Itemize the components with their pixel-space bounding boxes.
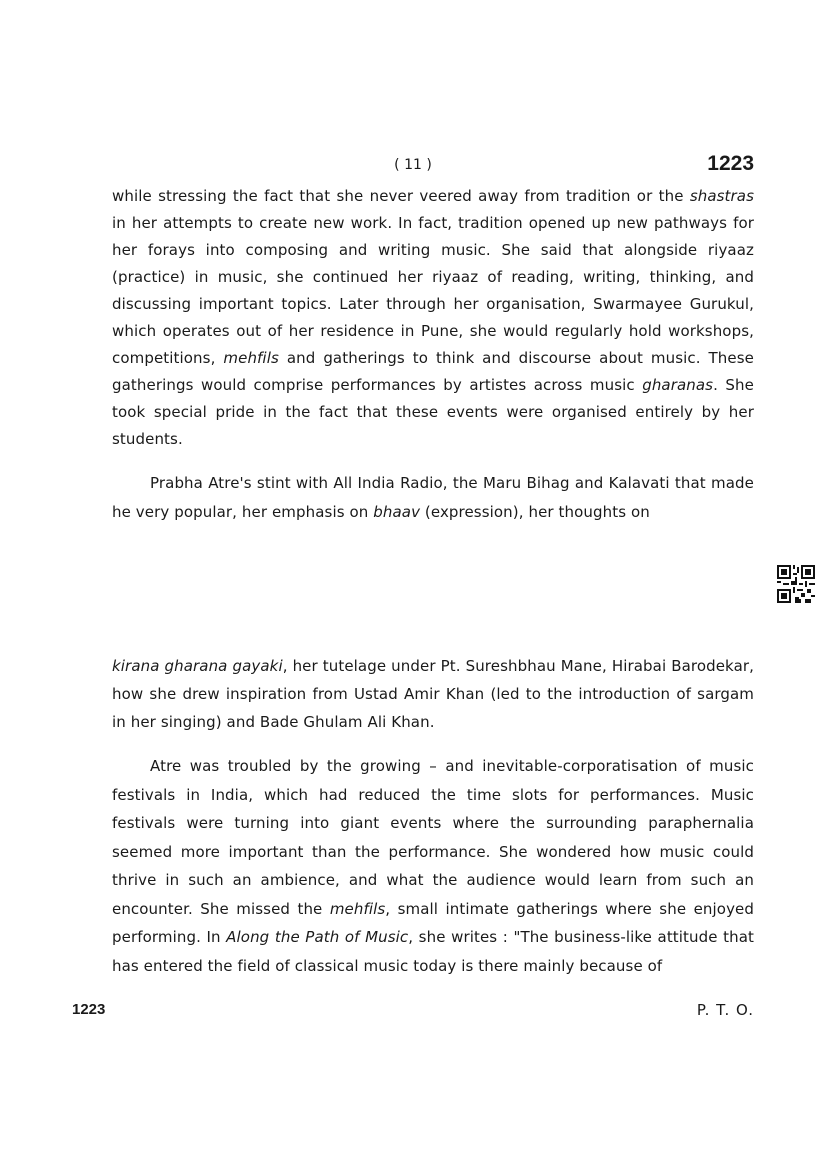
text-block-lower: [112, 652, 754, 980]
text-run: Atre was troubled by the growing – and inevitable-corporatisation of music festivals in India, which had reduced the time slots for performances. Music festivals were turning into giant events where the surrounding paraphernalia seemed more important than the performance. She wondered how music could thrive in such an ambience, and what the audience would learn from such an encounter. She missed the: [112, 757, 754, 918]
text-run: , her tutelage under Pt. Sureshbhau Mane, Hirabai Barodekar, how she drew inspiration from Ustad Amir Khan (led to the introduction of sargam in her singing) and Bade Ghulam Ali Khan.: [112, 657, 755, 731]
italic-term: bhaav: [373, 503, 421, 521]
italic-term: mehfils: [223, 349, 279, 367]
pto-label: P. T. O.: [696, 1001, 754, 1019]
paper-code-top: 1223: [707, 152, 754, 175]
italic-term: shastras: [689, 187, 754, 205]
text-run: while stressing the fact that she never veered away from tradition or the: [112, 187, 690, 205]
text-run: , small intimate gatherings where she enjoyed performing. In: [112, 899, 754, 946]
italic-term: Along the Path of Music: [226, 928, 409, 946]
italic-term: kirana gharana gayaki: [112, 657, 283, 675]
text-block-upper: [112, 183, 754, 527]
paper-code-bottom: 1223: [72, 1001, 106, 1018]
text-run: (expression), her thoughts on: [420, 503, 650, 521]
text-run: and gatherings to think and discourse about music. These gatherings would comprise performances by artistes across music: [112, 349, 754, 394]
text-run: in her attempts to create new work. In fact, tradition opened up new pathways for her forays into composing and writing music. She said that alongside riyaaz (practice) in music, she continued her riyaaz of reading, writing, thinking, and discussing important topics. Later through her organisation, Swarmayee Gurukul, which operates out of her residence in Pune, she would regularly hold workshops, competitions,: [112, 214, 754, 367]
qr-code-icon: [777, 565, 815, 603]
paragraph: [112, 469, 754, 527]
italic-term: gharanas: [642, 376, 714, 394]
text-run: , she writes : "The business-like attitude that has entered the field of classical music today is there mainly because of: [112, 928, 754, 975]
paragraph: [112, 652, 754, 736]
text-run: Prabha Atre's stint with All India Radio, the Maru Bihag and Kalavati that made he very popular, her emphasis on: [112, 474, 754, 521]
paragraph: [112, 752, 754, 980]
paragraph: [112, 183, 754, 453]
italic-term: mehfils: [329, 899, 386, 918]
text-run: . She took special pride in the fact that these events were organised entirely by her students.: [112, 376, 754, 448]
page-number: ( 11 ): [394, 157, 432, 173]
